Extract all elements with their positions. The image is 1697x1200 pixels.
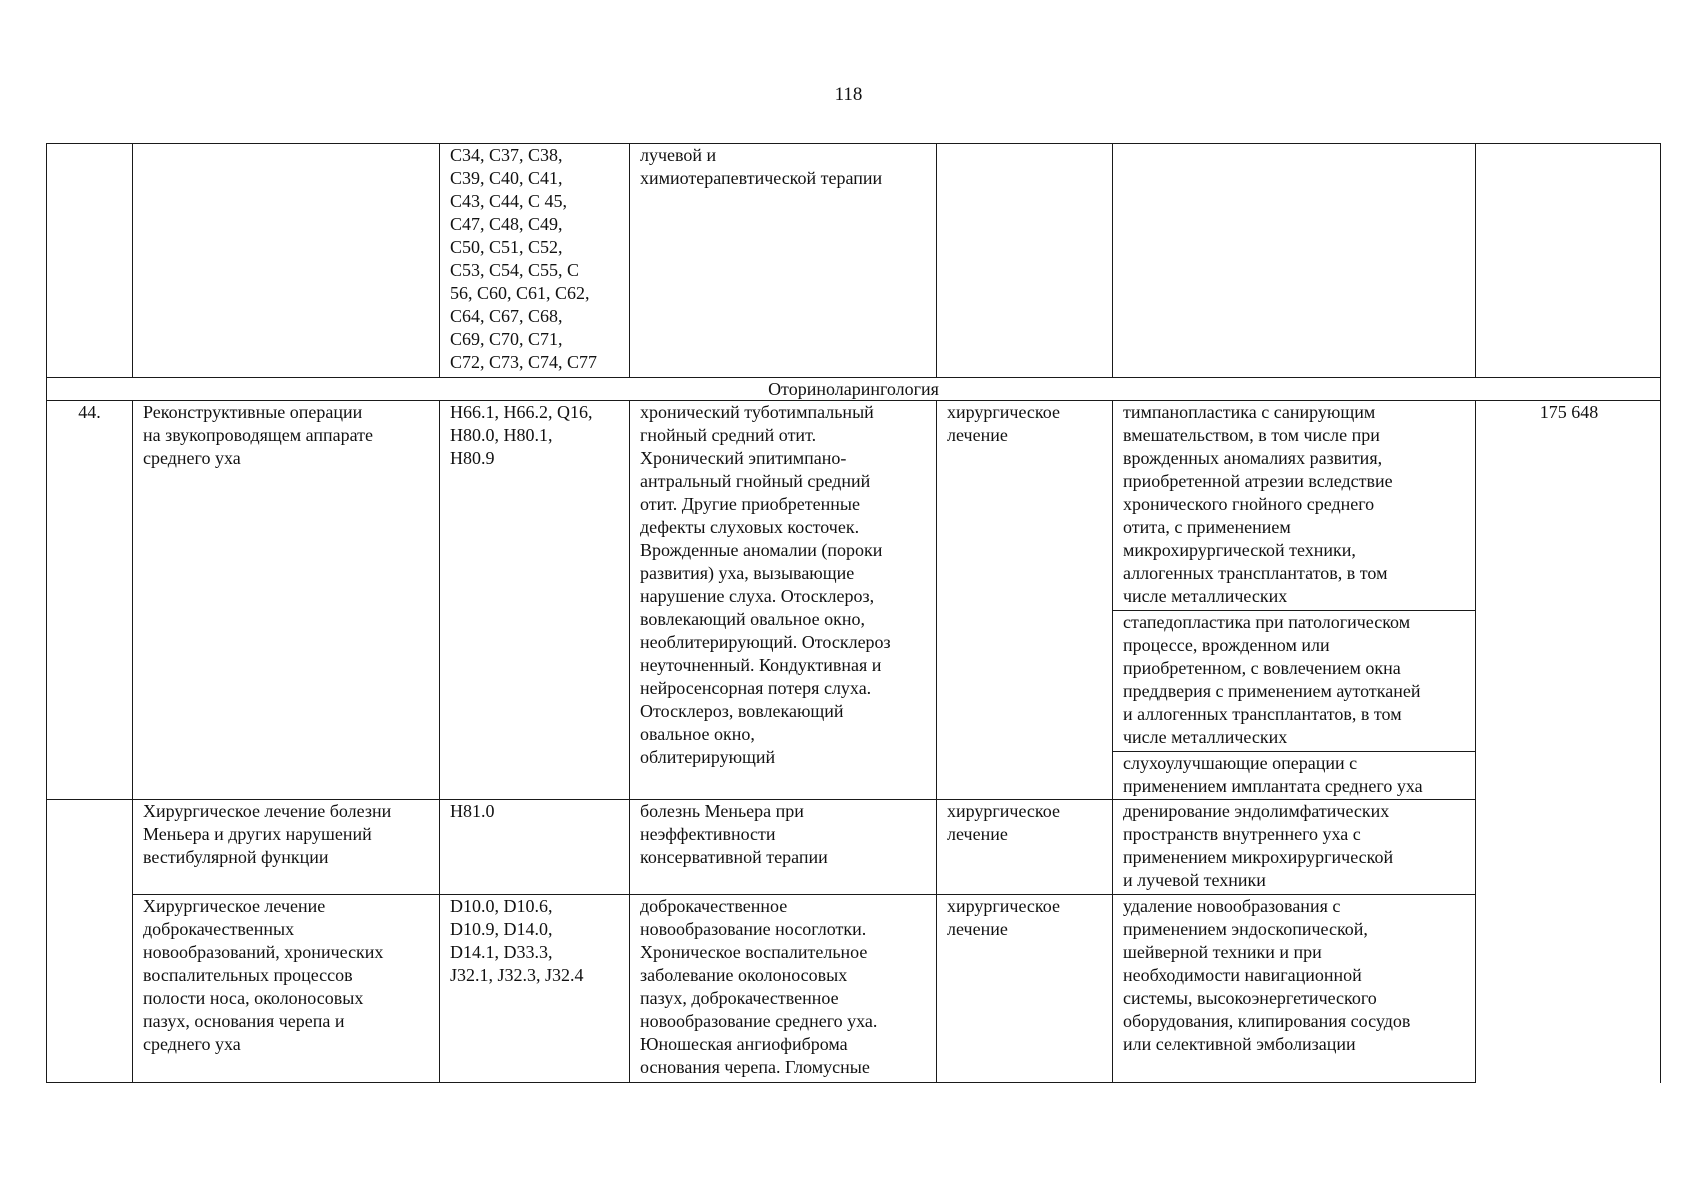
cell-codes [440,895,630,1083]
text-line: C39, C40, C41, [450,168,563,188]
text-line: консервативной терапии [640,847,828,867]
text-line: аллогенных трансплантатов, в том [1123,563,1388,583]
cell-method [1113,895,1476,1083]
text-line: процессе, врожденном или [1123,635,1330,655]
text-line: D14.1, D33.3, [450,942,553,962]
text-line: H66.1, H66.2, Q16, [450,402,593,422]
text-line: гнойный средний отит. [640,425,817,445]
item-44-row-2 [47,800,1661,895]
text-line: пространств внутреннего уха с [1123,824,1361,844]
text-line: Хирургическое лечение болезни [143,801,392,821]
text-line: D10.9, D14.0, [450,919,553,939]
text-line: пазух, доброкачественное [640,988,839,1008]
text-line: числе металлических [1123,586,1288,606]
text-line: антральный гнойный средний [640,471,871,491]
text-line: хирургическое [947,402,1060,422]
text-line: овальное окно, [640,724,755,744]
text-line: необходимости навигационной [1123,965,1362,985]
text-line: лечение [947,824,1008,844]
cell-method [1113,752,1476,800]
text-line: доброкачественное [640,896,788,916]
text-line: Юношеская ангиофиброма [640,1034,848,1054]
text-line: врожденных аномалиях развития, [1123,448,1383,468]
text-line: новообразований, хронических [143,942,384,962]
text-line: применением имплантата среднего уха [1123,776,1423,796]
cell-method [1113,401,1476,611]
text-line: облитерирующий [640,747,776,767]
item-number: 44. [47,401,133,800]
text-line: среднего уха [143,448,241,468]
text-line: преддверия с применением аутотканей [1123,681,1421,701]
text-line: C43, C44, C 45, [450,191,568,211]
text-line: полости носа, околоносовых [143,988,364,1008]
cell-patient-model [630,401,937,800]
text-line: дренирование эндолимфатических [1123,801,1390,821]
continuation-row [47,144,1661,378]
cell-number-empty [47,895,133,1083]
text-line: или селективной эмболизации [1123,1034,1356,1054]
item-44-row-1 [47,401,1661,611]
text-line: Врожденные аномалии (пороки [640,540,883,560]
text-line: C72, C73, C74, C77 [450,352,598,372]
text-line: C53, C54, C55, C [450,260,580,280]
text-line: приобретенном, с вовлечением окна [1123,658,1401,678]
text-line: оборудования, клипирования сосудов [1123,1011,1411,1031]
text-line: J32.1, J32.3, J32.4 [450,965,584,985]
text-line: D10.0, D10.6, [450,896,553,916]
text-line: хирургическое [947,896,1060,916]
cell-treatment [937,401,1113,800]
text-line: доброкачественных [143,919,295,939]
text-line: C34, C37, C38, [450,145,563,165]
item-44-row-3 [47,895,1661,1083]
text-line: шейверной техники и при [1123,942,1322,962]
text-line: H81.0 [450,801,495,821]
item-price: 175 648 [1476,401,1661,1083]
text-line: хронического гнойного среднего [1123,494,1375,514]
cell-number-empty [47,144,133,378]
cell-treatment [937,800,1113,895]
text-line: числе металлических [1123,727,1288,747]
cell-price-empty [1476,144,1661,378]
cell-name-empty [133,144,440,378]
text-line: необлитерирующий. Отосклероз [640,632,891,652]
cell-codes [440,800,630,895]
procedures-table [46,143,1661,1083]
text-line: пазух, основания черепа и [143,1011,345,1031]
cell-name [133,895,440,1083]
text-line: тимпанопластика с санирующим [1123,402,1376,422]
text-line: 56, C60, C61, C62, [450,283,590,303]
cell-name [133,800,440,895]
text-line: H80.0, H80.1, [450,425,553,445]
text-line: вовлекающий овальное окно, [640,609,865,629]
text-line: Реконструктивные операции [143,402,363,422]
text-line: Хроническое воспалительное [640,942,868,962]
text-line: вмешательством, в том числе при [1123,425,1380,445]
cell-method [1113,800,1476,895]
text-line: на звукопроводящем аппарате [143,425,374,445]
text-line: болезнь Меньера при [640,801,804,821]
text-line: неуточненный. Кондуктивная и [640,655,882,675]
cell-treatment-empty [937,144,1113,378]
text-line: удаление новообразования с [1123,896,1341,916]
text-line: отит. Другие приобретенные [640,494,860,514]
text-line: C69, C70, C71, [450,329,563,349]
page-number: 118 [834,84,863,105]
text-line: Отосклероз, вовлекающий [640,701,844,721]
text-line: лучевой и [640,145,717,165]
cell-method [1113,611,1476,752]
text-line: C64, C67, C68, [450,306,563,326]
text-line: и аллогенных трансплантатов, в том [1123,704,1402,724]
cell-number-empty [47,800,133,895]
text-line: C50, C51, C52, [450,237,563,257]
text-line: новообразование носоглотки. [640,919,867,939]
text-line: новообразование среднего уха. [640,1011,878,1031]
cell-name [133,401,440,800]
text-line: приобретенной атрезии вследствие [1123,471,1393,491]
text-line: заболевание околоносовых [640,965,848,985]
text-line: H80.9 [450,448,495,468]
text-line: системы, высокоэнергетического [1123,988,1377,1008]
cell-treatment [937,895,1113,1083]
cell-codes [440,401,630,800]
cell-patient-model [630,144,937,378]
text-line: Хирургическое лечение [143,896,326,916]
section-title: Оториноларингология [47,378,1661,401]
text-line: нарушение слуха. Отосклероз, [640,586,875,606]
text-line: лечение [947,919,1008,939]
section-row [47,378,1661,401]
text-line: неэффективности [640,824,776,844]
text-line: вестибулярной функции [143,847,329,867]
text-line: хирургическое [947,801,1060,821]
text-line: хронический туботимпальный [640,402,874,422]
text-line: стапедопластика при патологическом [1123,612,1411,632]
text-line: развития) уха, вызывающие [640,563,855,583]
cell-patient-model [630,895,937,1083]
text-line: основания черепа. Гломусные [640,1057,870,1077]
text-line: отита, с применением [1123,517,1291,537]
text-line: дефекты слуховых косточек. [640,517,860,537]
cell-method-empty [1113,144,1476,378]
text-line: применением микрохирургической [1123,847,1394,867]
text-line: нейросенсорная потеря слуха. [640,678,872,698]
text-line: Хронический эпитимпано- [640,448,847,468]
text-line: слухоулучшающие операции с [1123,753,1358,773]
cell-patient-model [630,800,937,895]
text-line: среднего уха [143,1034,241,1054]
cell-codes [440,144,630,378]
text-line: химиотерапевтической терапии [640,168,883,188]
text-line: лечение [947,425,1008,445]
text-line: воспалительных процессов [143,965,353,985]
text-line: микрохирургической техники, [1123,540,1356,560]
text-line: применением эндоскопической, [1123,919,1368,939]
text-line: Меньера и других нарушений [143,824,372,844]
text-line: и лучевой техники [1123,870,1266,890]
text-line: C47, C48, C49, [450,214,563,234]
